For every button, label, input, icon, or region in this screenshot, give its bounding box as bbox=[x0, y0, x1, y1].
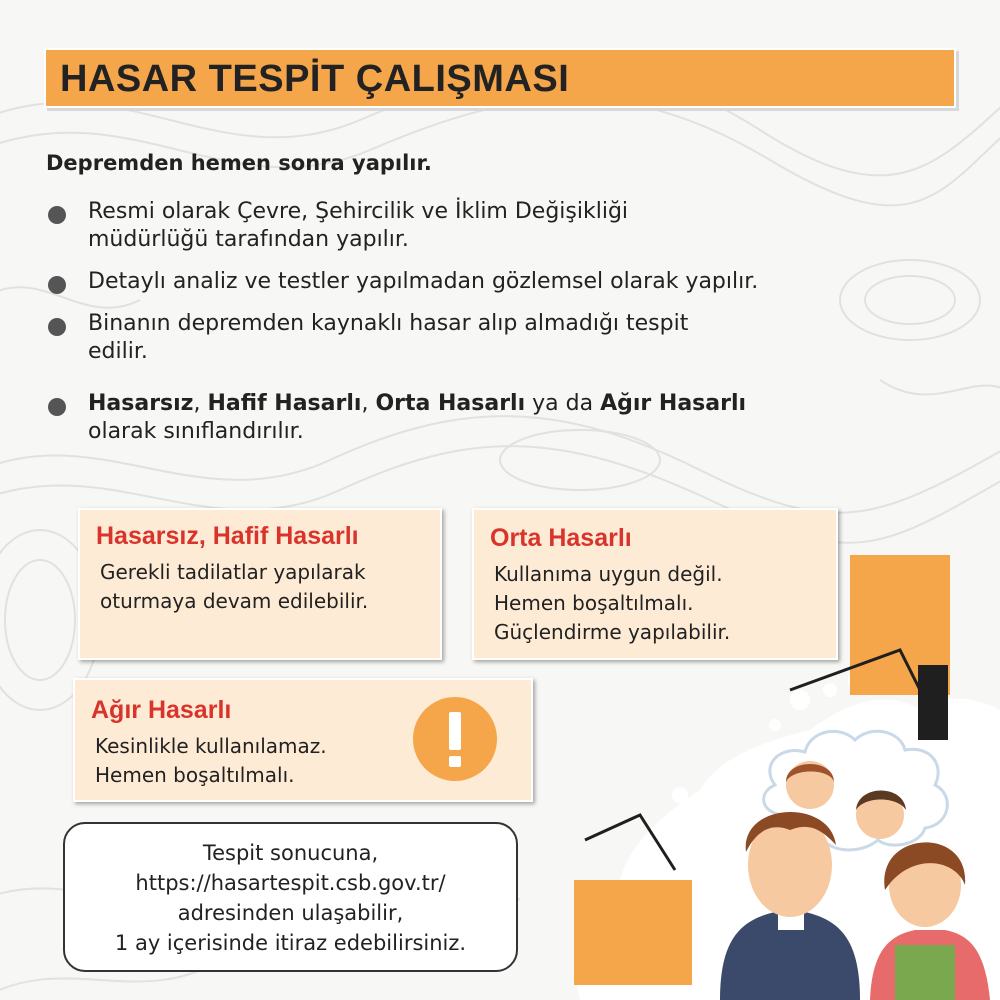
medium-damage-text bbox=[494, 560, 730, 647]
separator: , bbox=[361, 391, 376, 416]
heavy-damage-heading: Ağır Hasarlı bbox=[91, 696, 232, 724]
list-item bbox=[46, 310, 906, 366]
note-line: 1 ay içerisinde itiraz edebilirsiniz. bbox=[114, 931, 467, 955]
bullet-icon bbox=[48, 398, 66, 416]
card-line: Kesinlikle kullanılamaz. bbox=[95, 734, 327, 758]
separator: , bbox=[193, 391, 208, 416]
card-line: Hemen boşaltılmalı. bbox=[95, 763, 295, 787]
light-damage-card bbox=[78, 508, 442, 660]
card-line: Gerekli tadilatlar yapılarak bbox=[100, 560, 366, 584]
intro-text: Depremden hemen sonra yapılır. bbox=[46, 151, 432, 175]
medium-damage-heading: Orta Hasarlı bbox=[490, 524, 632, 552]
bullet-text: edilir. bbox=[88, 339, 148, 364]
bullet-text: Resmi olarak Çevre, Şehircilik ve İklim Değişikliği bbox=[88, 199, 629, 224]
heavy-damage-card bbox=[73, 678, 533, 802]
card-line: oturmaya devam edilebilir. bbox=[100, 589, 369, 613]
result-url-link[interactable]: https://hasartespit.csb.gov.tr/ bbox=[135, 871, 446, 895]
note-line: adresinden ulaşabilir, bbox=[177, 901, 404, 925]
black-bar bbox=[918, 665, 948, 740]
bullet-text bbox=[88, 390, 906, 418]
card-line: Güçlendirme yapılabilir. bbox=[494, 620, 731, 644]
bullet-icon bbox=[48, 206, 66, 224]
exclamation-icon bbox=[412, 696, 498, 782]
category-orta: Orta Hasarlı bbox=[375, 391, 526, 416]
orange-square-bottom bbox=[574, 880, 692, 985]
bullet-text: müdürlüğü tarafından yapılır. bbox=[88, 227, 409, 252]
note-line: Tespit sonucuna, bbox=[202, 841, 379, 865]
bullet-text: Detaylı analiz ve testler yapılmadan gözlemsel olarak yapılır. bbox=[88, 269, 759, 294]
bullet-list bbox=[46, 198, 906, 446]
list-item bbox=[46, 198, 906, 254]
medium-damage-card bbox=[472, 508, 838, 660]
connector-text: ya da bbox=[525, 391, 601, 416]
bullet-text: Binanın depremden kaynaklı hasar alıp almadığı tespit bbox=[88, 311, 689, 336]
heavy-damage-text bbox=[95, 732, 327, 790]
category-hasarsiz: Hasarsız bbox=[88, 391, 194, 416]
result-info-note bbox=[63, 822, 518, 972]
light-damage-text bbox=[100, 558, 368, 616]
card-line: Kullanıma uygun değil. bbox=[494, 562, 723, 586]
category-agir: Ağır Hasarlı bbox=[600, 391, 747, 416]
list-item bbox=[46, 390, 906, 446]
light-damage-heading: Hasarsız, Hafif Hasarlı bbox=[96, 522, 359, 550]
bullet-icon bbox=[48, 318, 66, 336]
list-item bbox=[46, 268, 906, 296]
title-banner bbox=[44, 48, 956, 108]
bullet-text: olarak sınıflandırılır. bbox=[88, 419, 304, 444]
category-hafif: Hafif Hasarlı bbox=[207, 391, 362, 416]
page-title: HASAR TESPİT ÇALIŞMASI bbox=[60, 58, 570, 100]
bullet-icon bbox=[48, 276, 66, 294]
card-line: Hemen boşaltılmalı. bbox=[494, 591, 694, 615]
